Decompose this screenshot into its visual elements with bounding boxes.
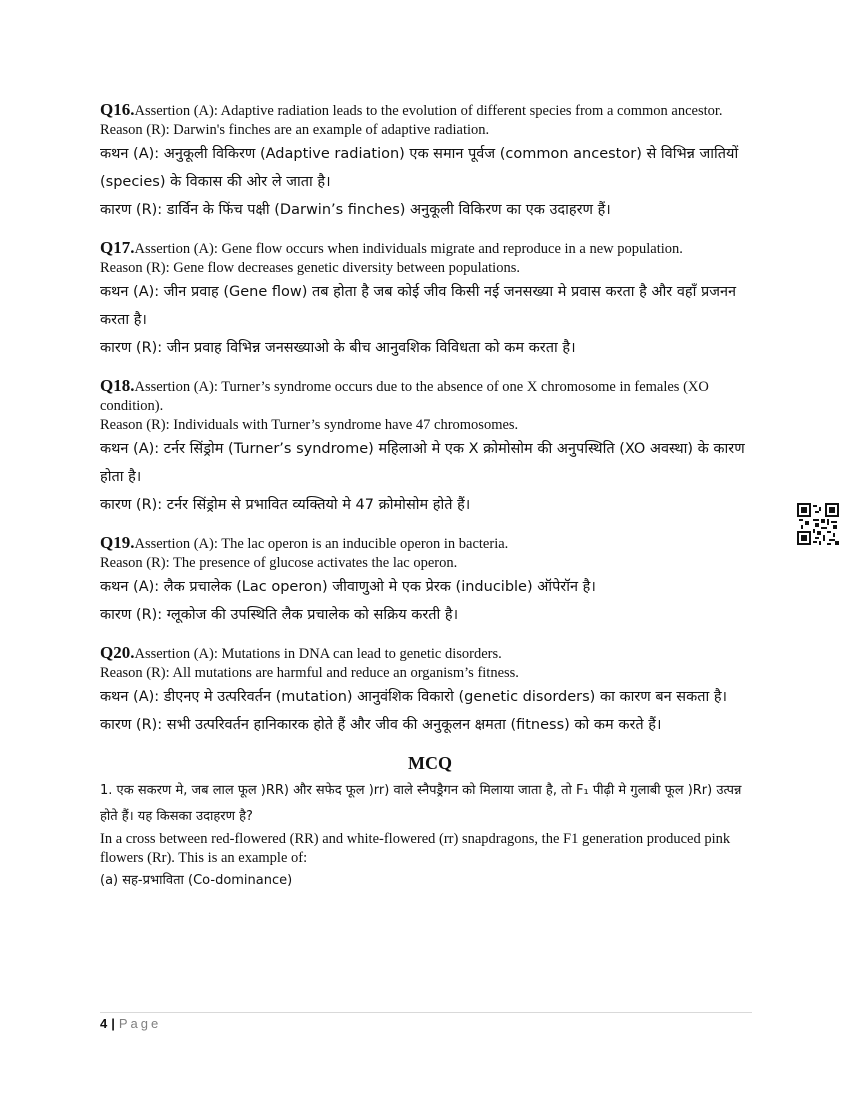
question-number: Q17.: [100, 238, 135, 257]
assertion-hi: कथन (A): टर्नर सिंड्रोम (Turner’s syndrome) महिलाओ मे एक X क्रोमोसोम की अनुपस्थिति (XO अवस्था) के कारण होता है।: [100, 441, 745, 485]
qr-code-icon: [797, 503, 839, 545]
assertion-en: Q20.Assertion (A): Mutations in DNA can lead to genetic disorders.: [100, 643, 502, 662]
question-q17: [100, 238, 760, 362]
question-q16: [100, 100, 760, 224]
question-number: Q16.: [100, 100, 135, 119]
reason-en: Reason (R): The presence of glucose activates the lac operon.: [100, 555, 458, 571]
question-q19: [100, 533, 760, 629]
page-footer: [100, 1012, 752, 1031]
mcq-section: [100, 753, 760, 894]
page-number: 4: [100, 1016, 108, 1031]
document-page: [100, 100, 760, 894]
mcq-question-en: In a cross between red-flowered (RR) and white-flowered (rr) snapdragons, the F1 generation produced pink flowers (Rr). This is an example of:: [100, 831, 731, 866]
question-number: Q20.: [100, 643, 135, 662]
assertion-hi: कथन (A): डीएनए मे उत्परिवर्तन (mutation) आनुवंशिक विकारो (genetic disorders) का कारण बन सकता है।: [100, 689, 728, 705]
assertion-en: Q19.Assertion (A): The lac operon is an inducible operon in bacteria.: [100, 533, 509, 552]
page-label: Page: [118, 1016, 162, 1031]
mcq-question-hi: 1. एक सकरण मे, जब लाल फूल )RR) और सफेद फूल )rr) वाले स्नैपड्रैगन को मिलाया जाता है, तो F₁ पीढ़ी मे गुलाबी फूल )Rr) उत्पन्न होते हैं। यह किसका उदाहरण है?: [100, 783, 742, 824]
reason-hi: कारण (R): सभी उत्परिवर्तन हानिकारक होते हैं और जीव की अनुकूलन क्षमता (fitness) को कम करते हैं।: [100, 717, 662, 733]
question-q18: [100, 376, 760, 519]
assertion-en: Q16.Assertion (A): Adaptive radiation leads to the evolution of different species from a common ancestor.: [100, 100, 723, 119]
reason-hi: कारण (R): जीन प्रवाह विभिन्न जनसख्याओ के बीच आनुवशिक विविधता को कम करता है।: [100, 340, 576, 356]
mcq-heading: MCQ: [408, 753, 452, 773]
question-number: Q19.: [100, 533, 135, 552]
question-q20: [100, 643, 760, 739]
reason-en: Reason (R): All mutations are harmful and reduce an organism’s fitness.: [100, 665, 519, 681]
reason-en: Reason (R): Individuals with Turner’s syndrome have 47 chromosomes.: [100, 417, 519, 433]
question-number: Q18.: [100, 376, 135, 395]
reason-hi: कारण (R): टर्नर सिंड्रोम से प्रभावित व्यक्तियो मे 47 क्रोमोसोम होते हैं।: [100, 497, 471, 513]
assertion-hi: कथन (A): अनुकूली विकिरण (Adaptive radiation) एक समान पूर्वज (common ancestor) से विभिन्न जातियों (species) के विकास की ओर ले जाता है।: [100, 146, 739, 190]
reason-en: Reason (R): Darwin's finches are an example of adaptive radiation.: [100, 122, 490, 138]
assertion-en: Q17.Assertion (A): Gene flow occurs when individuals migrate and reproduce in a new population.: [100, 238, 683, 257]
assertion-hi: कथन (A): लैक प्रचालेक (Lac operon) जीवाणुओ मे एक प्रेरक (inducible) ऑपेरॉन है।: [100, 579, 596, 595]
assertion-hi: कथन (A): जीन प्रवाह (Gene flow) तब होता है जब कोई जीव किसी नई जनसख्या मे प्रवास करता है और वहाँ प्रजनन करता है।: [100, 284, 737, 328]
reason-hi: कारण (R): डार्विन के फिंच पक्षी (Darwin’s finches) अनुकूली विकिरण का एक उदाहरण हैं।: [100, 202, 611, 218]
assertion-en: Q18.Assertion (A): Turner’s syndrome occurs due to the absence of one X chromosome in females (XO condition).: [100, 376, 709, 414]
reason-hi: कारण (R): ग्लूकोज की उपस्थिति लैक प्रचालेक को सक्रिय करती है।: [100, 607, 459, 623]
footer-separator: |: [111, 1016, 115, 1031]
reason-en: Reason (R): Gene flow decreases genetic diversity between populations.: [100, 260, 520, 276]
mcq-option-a: (a) सह-प्रभाविता (Co-dominance): [100, 873, 293, 888]
